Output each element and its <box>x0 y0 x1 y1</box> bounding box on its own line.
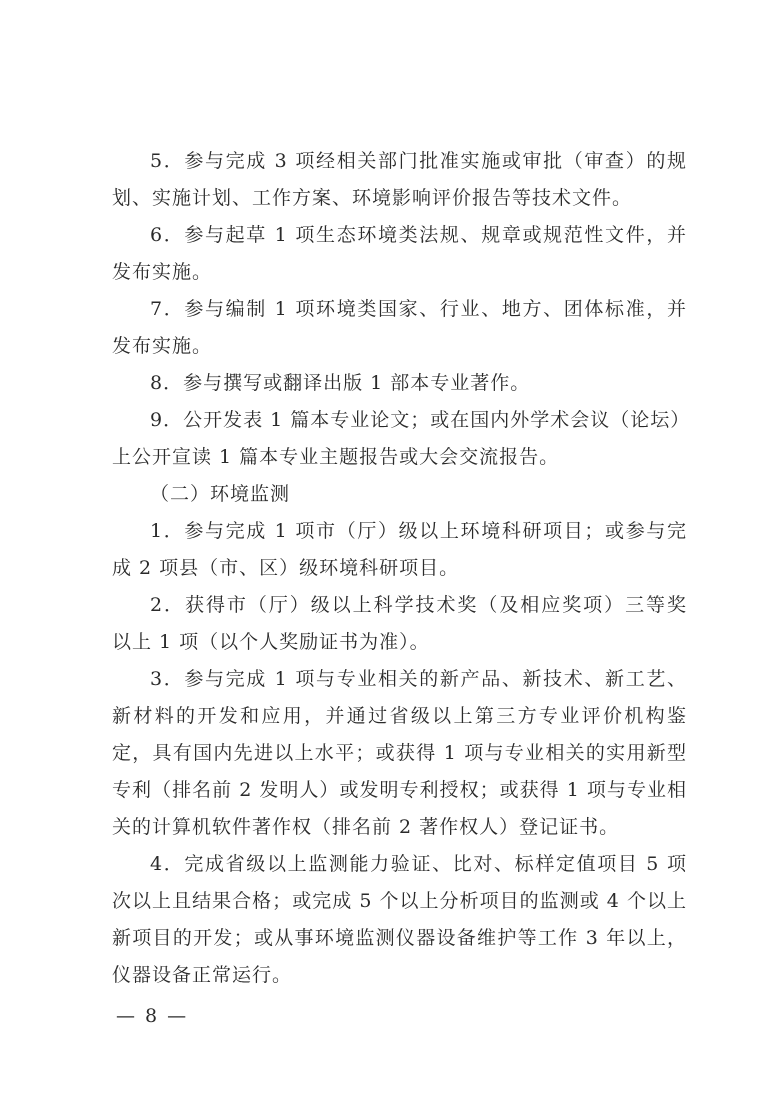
paragraph-line: 以上 1 项（以个人奖励证书为准）。 <box>112 631 430 653</box>
paragraph-line: 划、实施计划、工作方案、环境影响评价报告等技术文件。 <box>112 187 633 209</box>
paragraph-line: 次以上且结果合格；或完成 5 个以上分析项目的监测或 4 个以上 <box>112 890 687 912</box>
paragraph-line: 成 2 项县（市、区）级环境科研项目。 <box>112 557 460 579</box>
paragraph-line: 上公开宣读 1 篇本专业主题报告或大会交流报告。 <box>112 446 560 468</box>
paragraph-line: 3．参与完成 1 项与专业相关的新产品、新技术、新工艺、 <box>150 668 687 690</box>
paragraph-line: 4．完成省级以上监测能力验证、比对、标样定值项目 5 项 <box>150 853 687 875</box>
paragraph-line: 专利（排名前 2 发明人）或发明专利授权；或获得 1 项与专业相 <box>112 779 687 801</box>
page-number: — 8 — <box>116 1005 189 1027</box>
paragraph-line: 定，具有国内先进以上水平；或获得 1 项与专业相关的实用新型 <box>112 742 687 764</box>
paragraph-line: 新项目的开发；或从事环境监测仪器设备维护等工作 3 年以上， <box>112 927 687 949</box>
paragraph-line: 5．参与完成 3 项经相关部门批准实施或审批（审查）的规 <box>150 150 687 172</box>
paragraph-line: 新材料的开发和应用，并通过省级以上第三方专业评价机构鉴 <box>112 705 687 727</box>
paragraph-line: 6．参与起草 1 项生态环境类法规、规章或规范性文件，并 <box>150 224 687 246</box>
paragraph-line: 发布实施。 <box>112 261 213 283</box>
paragraph-line: 发布实施。 <box>112 335 213 357</box>
section-heading: （二）环境监测 <box>150 483 291 505</box>
paragraph-line: 仪器设备正常运行。 <box>112 964 293 986</box>
paragraph-line: 1．参与完成 1 项市（厅）级以上环境科研项目；或参与完 <box>150 520 687 542</box>
paragraph-line: 8．参与撰写或翻译出版 1 部本专业著作。 <box>150 372 531 394</box>
paragraph-line: 7．参与编制 1 项环境类国家、行业、地方、团体标准，并 <box>150 298 687 320</box>
paragraph-line: 2．获得市（厅）级以上科学技术奖（及相应奖项）三等奖 <box>150 594 687 616</box>
paragraph-line: 关的计算机软件著作权（排名前 2 著作权人）登记证书。 <box>112 816 620 838</box>
paragraph-line: 9．公开发表 1 篇本专业论文；或在国内外学术会议（论坛） <box>150 409 691 431</box>
